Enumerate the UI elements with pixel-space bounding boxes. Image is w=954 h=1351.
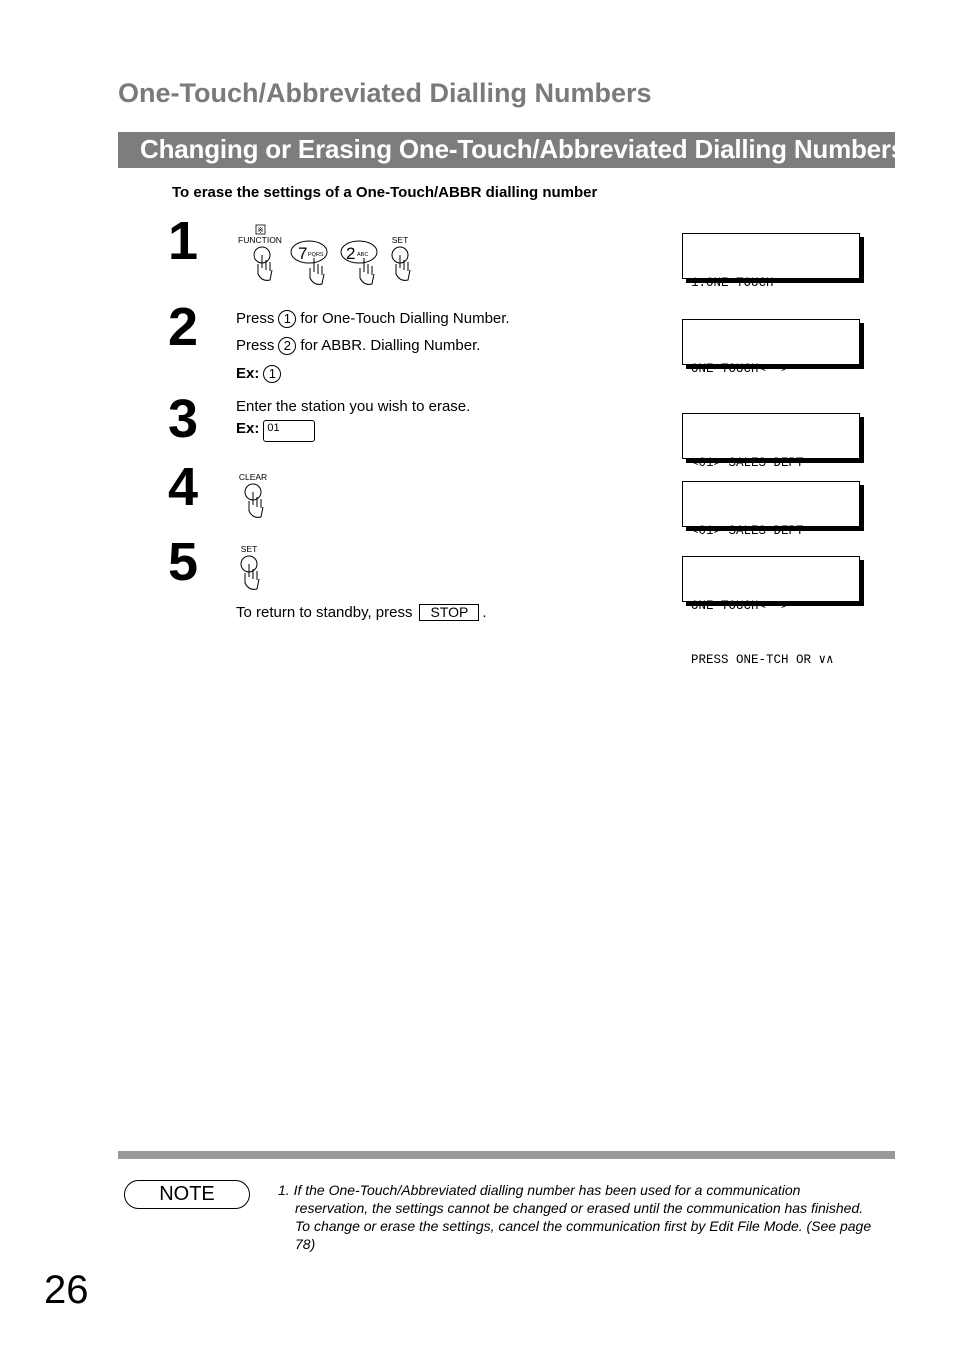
step-3-text: Enter the station you wish to erase. xyxy=(236,398,471,415)
key-2-icon: 2 xyxy=(278,337,296,355)
lcd-display-step-3: <01> SALES DEPT xyxy=(682,413,860,459)
set-key-icon xyxy=(232,542,282,598)
step-2-example: Ex: 1 xyxy=(236,365,285,383)
clear-key-icon xyxy=(232,470,282,526)
svg-text:2: 2 xyxy=(346,244,356,263)
step-3-number: 3 xyxy=(168,389,199,449)
step-1-key-sequence xyxy=(232,222,432,288)
step-1-number: 1 xyxy=(168,211,199,271)
lcd-display-step-5: ONE-TOUCH< > PRESS ONE-TCH OR ∨∧ xyxy=(682,556,860,602)
note-badge: NOTE xyxy=(124,1180,250,1209)
lcd-display-step-4: <01> SALES DEPT xyxy=(682,481,860,527)
key-1-icon: 1 xyxy=(263,365,281,383)
page-number: 26 xyxy=(44,1268,89,1312)
step-2-line-2: Press 2 for ABBR. Dialling Number. xyxy=(236,337,481,354)
step-2-line-1: Press 1 for One-Touch Dialling Number. xyxy=(236,310,510,327)
step-3-example: Ex: 01 xyxy=(236,420,315,442)
svg-text:ABC: ABC xyxy=(357,252,369,258)
svg-text:※: ※ xyxy=(257,226,264,235)
lcd-display-step-2: ONE-TOUCH< > xyxy=(682,319,860,365)
procedure-subheading: To erase the settings of a One-Touch/ABBR dialling number xyxy=(172,184,598,201)
section-banner xyxy=(118,132,906,168)
svg-text:FUNCTION: FUNCTION xyxy=(238,235,282,245)
set-key-icon xyxy=(392,235,410,280)
svg-text:7: 7 xyxy=(298,244,308,263)
section-title: One-Touch/Abbreviated Dialling Numbers xyxy=(118,78,652,108)
footer-rule xyxy=(118,1151,895,1159)
stop-key-icon: STOP xyxy=(419,604,479,621)
svg-text:SET: SET xyxy=(240,544,258,554)
lcd-display-step-1: 1:ONE-TOUCH xyxy=(682,233,860,279)
svg-text:CLEAR: CLEAR xyxy=(238,472,268,482)
banner-title: Changing or Erasing One-Touch/Abbreviated Dialling Numbers xyxy=(140,134,906,164)
key-1-icon: 1 xyxy=(278,310,296,328)
step-2-number: 2 xyxy=(168,297,199,357)
step-4-number: 4 xyxy=(168,457,199,517)
function-key-icon xyxy=(238,225,282,280)
svg-text:PQRS: PQRS xyxy=(308,252,324,258)
key-7-icon xyxy=(291,241,327,284)
key-2-icon xyxy=(341,241,377,284)
step-5-number: 5 xyxy=(168,532,199,592)
station-number-box: 01 xyxy=(263,420,315,442)
note-text: 1. If the One-Touch/Abbreviated dialling number has been used for a communication reservation, the settings cannot be changed or erased until the communication has finished. To change or erase the settings, cancel the communication first by Edit File Mode. (See page 78) xyxy=(278,1182,872,1252)
svg-text:SET: SET xyxy=(391,235,409,245)
standby-instruction: To return to standby, press STOP . xyxy=(236,604,487,621)
